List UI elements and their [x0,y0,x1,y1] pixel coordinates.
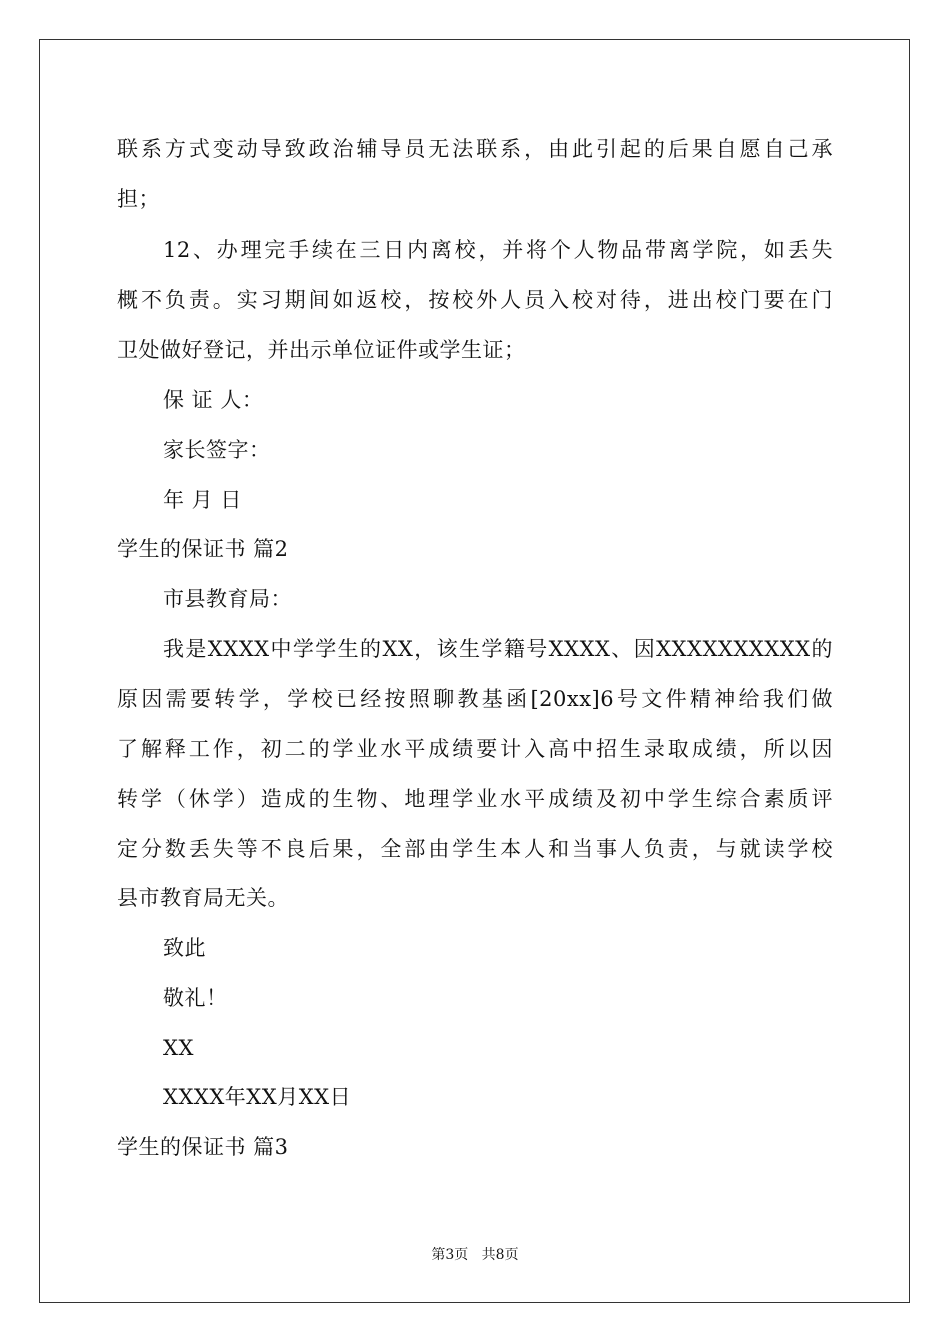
paragraph-line: 转学（休学）造成的生物、地理学业水平成绩及初中学生综合素质评 [117,787,833,811]
paragraph-line: 联系方式变动导致政治辅导员无法联系，由此引起的后果自愿自己承 [117,137,833,161]
signature-name: XX [163,1036,194,1060]
page-border [39,39,910,1303]
date-label: 年 月 日 [163,488,242,512]
guarantor-label: 保 证 人： [163,388,264,412]
page-total: 共8页 [481,1247,519,1263]
page-number: 第3页 [431,1247,469,1263]
paragraph-line: 县市教育局无关。 [117,886,289,910]
salutation: 市县教育局： [163,587,292,611]
paragraph-line: 担； [117,187,160,211]
paragraph-line: 卫处做好登记，并出示单位证件或学生证； [117,338,526,362]
closing-salute: 敬礼！ [163,986,228,1010]
closing-line: 致此 [163,936,206,960]
paragraph-line: 我是XXXX中学学生的XX，该生学籍号XXXX、因XXXXXXXXXX的 [163,637,833,661]
paragraph-line: 了解释工作，初二的学业水平成绩要计入高中招生录取成绩，所以因 [117,737,833,761]
section-heading: 学生的保证书 篇3 [117,1135,289,1159]
paragraph-line: 原因需要转学，学校已经按照聊教基函[20xx]6号文件精神给我们做 [117,687,833,711]
paragraph-line: 定分数丢失等不良后果，全部由学生本人和当事人负责，与就读学校 [117,837,833,861]
signature-date: XXXX年XX月XX日 [163,1085,352,1109]
paragraph-line: 12、办理完手续在三日内离校，并将个人物品带离学院，如丢失 [163,238,833,262]
paragraph-line: 概不负责。实习期间如返校，按校外人员入校对待，进出校门要在门 [117,288,833,312]
section-heading: 学生的保证书 篇2 [117,537,289,561]
parent-signature-label: 家长签字： [163,438,271,462]
page-footer [0,1246,950,1264]
